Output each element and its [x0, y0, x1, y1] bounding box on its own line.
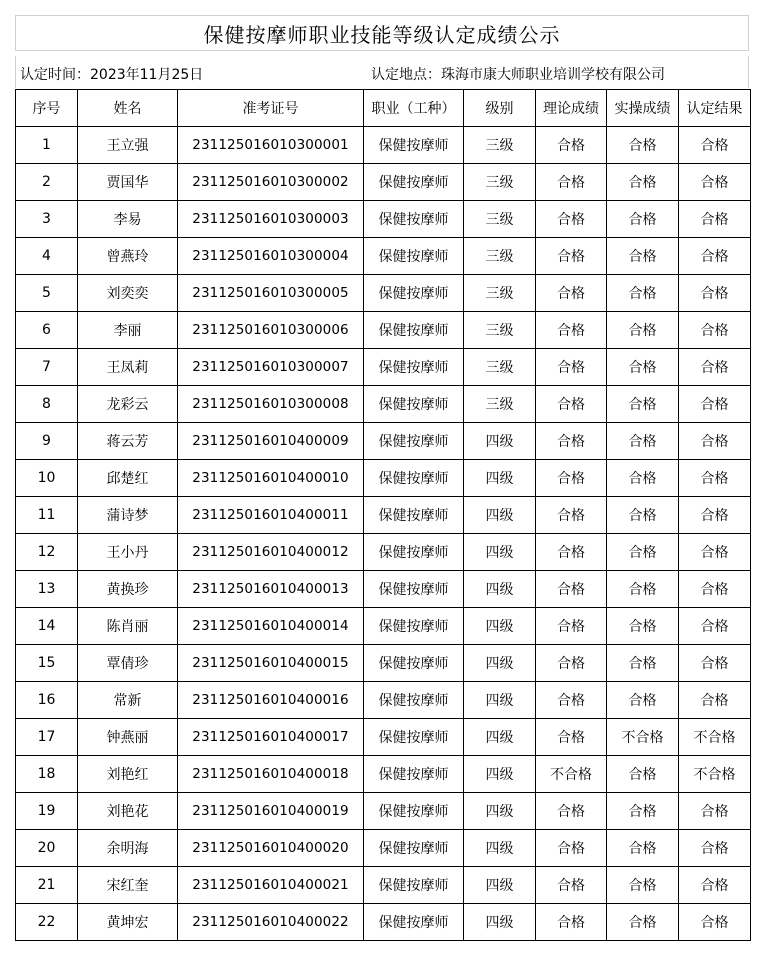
cell-seq: 16 [16, 682, 78, 719]
cell-theory-score: 合格 [536, 608, 607, 645]
cell-result: 不合格 [679, 719, 751, 756]
cell-occupation: 保健按摩师 [364, 534, 464, 571]
cell-level: 四级 [464, 867, 536, 904]
table-row [16, 275, 751, 312]
cell-level: 三级 [464, 275, 536, 312]
header-occupation: 职业（工种） [364, 90, 464, 127]
cell-theory-score: 合格 [536, 830, 607, 867]
cell-name: 曾燕玲 [78, 238, 178, 275]
table-row [16, 645, 751, 682]
cell-seq: 12 [16, 534, 78, 571]
cell-exam-id: 231125016010300004 [178, 238, 364, 275]
cell-exam-id: 231125016010400014 [178, 608, 364, 645]
cell-occupation: 保健按摩师 [364, 127, 464, 164]
cell-level: 三级 [464, 312, 536, 349]
cell-occupation: 保健按摩师 [364, 756, 464, 793]
cell-occupation: 保健按摩师 [364, 201, 464, 238]
table-row [16, 534, 751, 571]
cell-practical-score: 合格 [607, 275, 679, 312]
cell-level: 三级 [464, 238, 536, 275]
cell-exam-id: 231125016010400016 [178, 682, 364, 719]
cell-exam-id: 231125016010300006 [178, 312, 364, 349]
cell-level: 三级 [464, 164, 536, 201]
cell-level: 四级 [464, 793, 536, 830]
cell-result: 合格 [679, 571, 751, 608]
meta-row [15, 56, 749, 88]
cell-seq: 1 [16, 127, 78, 164]
cell-occupation: 保健按摩师 [364, 645, 464, 682]
cell-seq: 22 [16, 904, 78, 941]
cell-result: 合格 [679, 793, 751, 830]
table-row [16, 238, 751, 275]
cell-practical-score: 合格 [607, 497, 679, 534]
cell-result: 合格 [679, 349, 751, 386]
cell-name: 蒲诗梦 [78, 497, 178, 534]
cell-seq: 20 [16, 830, 78, 867]
table-row [16, 571, 751, 608]
cell-name: 王小丹 [78, 534, 178, 571]
cell-practical-score: 合格 [607, 460, 679, 497]
table-row [16, 682, 751, 719]
cell-level: 三级 [464, 127, 536, 164]
cell-theory-score: 不合格 [536, 756, 607, 793]
cell-level: 三级 [464, 386, 536, 423]
cell-result: 合格 [679, 608, 751, 645]
cell-seq: 9 [16, 423, 78, 460]
cell-occupation: 保健按摩师 [364, 682, 464, 719]
cell-result: 不合格 [679, 756, 751, 793]
cell-result: 合格 [679, 645, 751, 682]
cell-result: 合格 [679, 867, 751, 904]
table-row [16, 793, 751, 830]
cell-practical-score: 合格 [607, 830, 679, 867]
cell-name: 刘艳红 [78, 756, 178, 793]
cell-name: 贾国华 [78, 164, 178, 201]
cell-name: 陈肖丽 [78, 608, 178, 645]
cell-result: 合格 [679, 238, 751, 275]
table-row [16, 608, 751, 645]
cell-name: 刘艳花 [78, 793, 178, 830]
certification-location: 认定地点：珠海市康大师职业培训学校有限公司 [371, 67, 665, 83]
cell-exam-id: 231125016010400021 [178, 867, 364, 904]
cell-result: 合格 [679, 312, 751, 349]
cell-name: 李丽 [78, 312, 178, 349]
cell-exam-id: 231125016010300002 [178, 164, 364, 201]
cell-name: 王凤莉 [78, 349, 178, 386]
cell-seq: 6 [16, 312, 78, 349]
cell-practical-score: 合格 [607, 238, 679, 275]
cell-exam-id: 231125016010400012 [178, 534, 364, 571]
cell-name: 龙彩云 [78, 386, 178, 423]
cell-name: 李易 [78, 201, 178, 238]
table-row [16, 756, 751, 793]
header-theory-score: 理论成绩 [536, 90, 607, 127]
cell-practical-score: 合格 [607, 608, 679, 645]
cell-result: 合格 [679, 497, 751, 534]
cell-occupation: 保健按摩师 [364, 275, 464, 312]
cell-practical-score: 合格 [607, 423, 679, 460]
cell-level: 四级 [464, 423, 536, 460]
table-row [16, 830, 751, 867]
table-row [16, 460, 751, 497]
cell-level: 四级 [464, 497, 536, 534]
cell-occupation: 保健按摩师 [364, 386, 464, 423]
cell-theory-score: 合格 [536, 275, 607, 312]
cell-name: 余明海 [78, 830, 178, 867]
cell-name: 覃倩珍 [78, 645, 178, 682]
table-row [16, 127, 751, 164]
cell-practical-score: 合格 [607, 904, 679, 941]
table-row [16, 349, 751, 386]
cell-name: 黄坤宏 [78, 904, 178, 941]
cell-exam-id: 231125016010300008 [178, 386, 364, 423]
results-table [15, 89, 751, 941]
cell-name: 常新 [78, 682, 178, 719]
cell-theory-score: 合格 [536, 386, 607, 423]
cell-name: 邱楚红 [78, 460, 178, 497]
table-row [16, 867, 751, 904]
cell-exam-id: 231125016010300007 [178, 349, 364, 386]
cell-level: 四级 [464, 534, 536, 571]
cell-theory-score: 合格 [536, 682, 607, 719]
cell-exam-id: 231125016010400018 [178, 756, 364, 793]
cell-theory-score: 合格 [536, 867, 607, 904]
cell-level: 四级 [464, 756, 536, 793]
cell-theory-score: 合格 [536, 904, 607, 941]
cell-occupation: 保健按摩师 [364, 830, 464, 867]
cell-exam-id: 231125016010400009 [178, 423, 364, 460]
cell-theory-score: 合格 [536, 534, 607, 571]
cell-occupation: 保健按摩师 [364, 571, 464, 608]
cell-theory-score: 合格 [536, 349, 607, 386]
cell-occupation: 保健按摩师 [364, 238, 464, 275]
cell-theory-score: 合格 [536, 645, 607, 682]
cell-seq: 18 [16, 756, 78, 793]
cell-theory-score: 合格 [536, 719, 607, 756]
cell-practical-score: 合格 [607, 682, 679, 719]
cell-level: 四级 [464, 608, 536, 645]
table-row [16, 497, 751, 534]
cell-practical-score: 合格 [607, 349, 679, 386]
cell-occupation: 保健按摩师 [364, 312, 464, 349]
cell-exam-id: 231125016010400011 [178, 497, 364, 534]
cell-level: 四级 [464, 904, 536, 941]
cell-seq: 3 [16, 201, 78, 238]
header-seq: 序号 [16, 90, 78, 127]
cell-theory-score: 合格 [536, 164, 607, 201]
cell-occupation: 保健按摩师 [364, 164, 464, 201]
cell-practical-score: 合格 [607, 571, 679, 608]
cell-practical-score: 合格 [607, 645, 679, 682]
cell-occupation: 保健按摩师 [364, 793, 464, 830]
cell-theory-score: 合格 [536, 460, 607, 497]
table-row [16, 164, 751, 201]
cell-seq: 13 [16, 571, 78, 608]
cell-name: 黄换珍 [78, 571, 178, 608]
cell-theory-score: 合格 [536, 201, 607, 238]
cell-practical-score: 合格 [607, 201, 679, 238]
cell-theory-score: 合格 [536, 571, 607, 608]
cell-practical-score: 合格 [607, 164, 679, 201]
certification-date: 认定时间：2023年11月25日 [20, 67, 204, 83]
cell-seq: 21 [16, 867, 78, 904]
cell-exam-id: 231125016010400013 [178, 571, 364, 608]
cell-result: 合格 [679, 423, 751, 460]
cell-level: 三级 [464, 349, 536, 386]
cell-name: 宋红奎 [78, 867, 178, 904]
cell-result: 合格 [679, 682, 751, 719]
cell-occupation: 保健按摩师 [364, 497, 464, 534]
cell-occupation: 保健按摩师 [364, 719, 464, 756]
cell-result: 合格 [679, 904, 751, 941]
cell-result: 合格 [679, 164, 751, 201]
cell-level: 四级 [464, 719, 536, 756]
cell-practical-score: 合格 [607, 127, 679, 164]
cell-seq: 10 [16, 460, 78, 497]
cell-seq: 14 [16, 608, 78, 645]
cell-level: 三级 [464, 201, 536, 238]
cell-seq: 2 [16, 164, 78, 201]
cell-theory-score: 合格 [536, 312, 607, 349]
table-row [16, 719, 751, 756]
cell-exam-id: 231125016010400020 [178, 830, 364, 867]
cell-seq: 7 [16, 349, 78, 386]
cell-theory-score: 合格 [536, 127, 607, 164]
cell-practical-score: 不合格 [607, 719, 679, 756]
table-row [16, 386, 751, 423]
cell-name: 钟燕丽 [78, 719, 178, 756]
cell-practical-score: 合格 [607, 756, 679, 793]
table-body [16, 127, 751, 941]
cell-level: 四级 [464, 645, 536, 682]
cell-occupation: 保健按摩师 [364, 349, 464, 386]
cell-seq: 19 [16, 793, 78, 830]
header-name: 姓名 [78, 90, 178, 127]
cell-exam-id: 231125016010400015 [178, 645, 364, 682]
cell-result: 合格 [679, 386, 751, 423]
cell-level: 四级 [464, 682, 536, 719]
cell-seq: 15 [16, 645, 78, 682]
cell-result: 合格 [679, 201, 751, 238]
table-row [16, 201, 751, 238]
cell-level: 四级 [464, 830, 536, 867]
cell-practical-score: 合格 [607, 867, 679, 904]
table-row [16, 904, 751, 941]
cell-occupation: 保健按摩师 [364, 608, 464, 645]
cell-level: 四级 [464, 460, 536, 497]
header-row [16, 90, 751, 127]
cell-occupation: 保健按摩师 [364, 423, 464, 460]
cell-theory-score: 合格 [536, 497, 607, 534]
cell-exam-id: 231125016010400022 [178, 904, 364, 941]
cell-practical-score: 合格 [607, 386, 679, 423]
cell-occupation: 保健按摩师 [364, 460, 464, 497]
cell-exam-id: 231125016010300005 [178, 275, 364, 312]
header-practical-score: 实操成绩 [607, 90, 679, 127]
document-title: 保健按摩师职业技能等级认定成绩公示 [203, 22, 561, 47]
cell-exam-id: 231125016010400010 [178, 460, 364, 497]
cell-result: 合格 [679, 830, 751, 867]
cell-seq: 11 [16, 497, 78, 534]
cell-exam-id: 231125016010300001 [178, 127, 364, 164]
cell-result: 合格 [679, 460, 751, 497]
cell-practical-score: 合格 [607, 534, 679, 571]
header-level: 级别 [464, 90, 536, 127]
table-row [16, 423, 751, 460]
cell-seq: 4 [16, 238, 78, 275]
cell-level: 四级 [464, 571, 536, 608]
cell-practical-score: 合格 [607, 312, 679, 349]
cell-name: 蒋云芳 [78, 423, 178, 460]
cell-occupation: 保健按摩师 [364, 904, 464, 941]
cell-occupation: 保健按摩师 [364, 867, 464, 904]
cell-name: 刘奕奕 [78, 275, 178, 312]
cell-theory-score: 合格 [536, 423, 607, 460]
cell-seq: 8 [16, 386, 78, 423]
cell-exam-id: 231125016010400017 [178, 719, 364, 756]
cell-name: 王立强 [78, 127, 178, 164]
cell-exam-id: 231125016010400019 [178, 793, 364, 830]
cell-theory-score: 合格 [536, 238, 607, 275]
cell-practical-score: 合格 [607, 793, 679, 830]
cell-result: 合格 [679, 534, 751, 571]
cell-seq: 5 [16, 275, 78, 312]
document-title-box [15, 15, 749, 51]
cell-seq: 17 [16, 719, 78, 756]
cell-result: 合格 [679, 127, 751, 164]
table-row [16, 312, 751, 349]
cell-theory-score: 合格 [536, 793, 607, 830]
cell-result: 合格 [679, 275, 751, 312]
cell-exam-id: 231125016010300003 [178, 201, 364, 238]
header-result: 认定结果 [679, 90, 751, 127]
header-exam-id: 准考证号 [178, 90, 364, 127]
